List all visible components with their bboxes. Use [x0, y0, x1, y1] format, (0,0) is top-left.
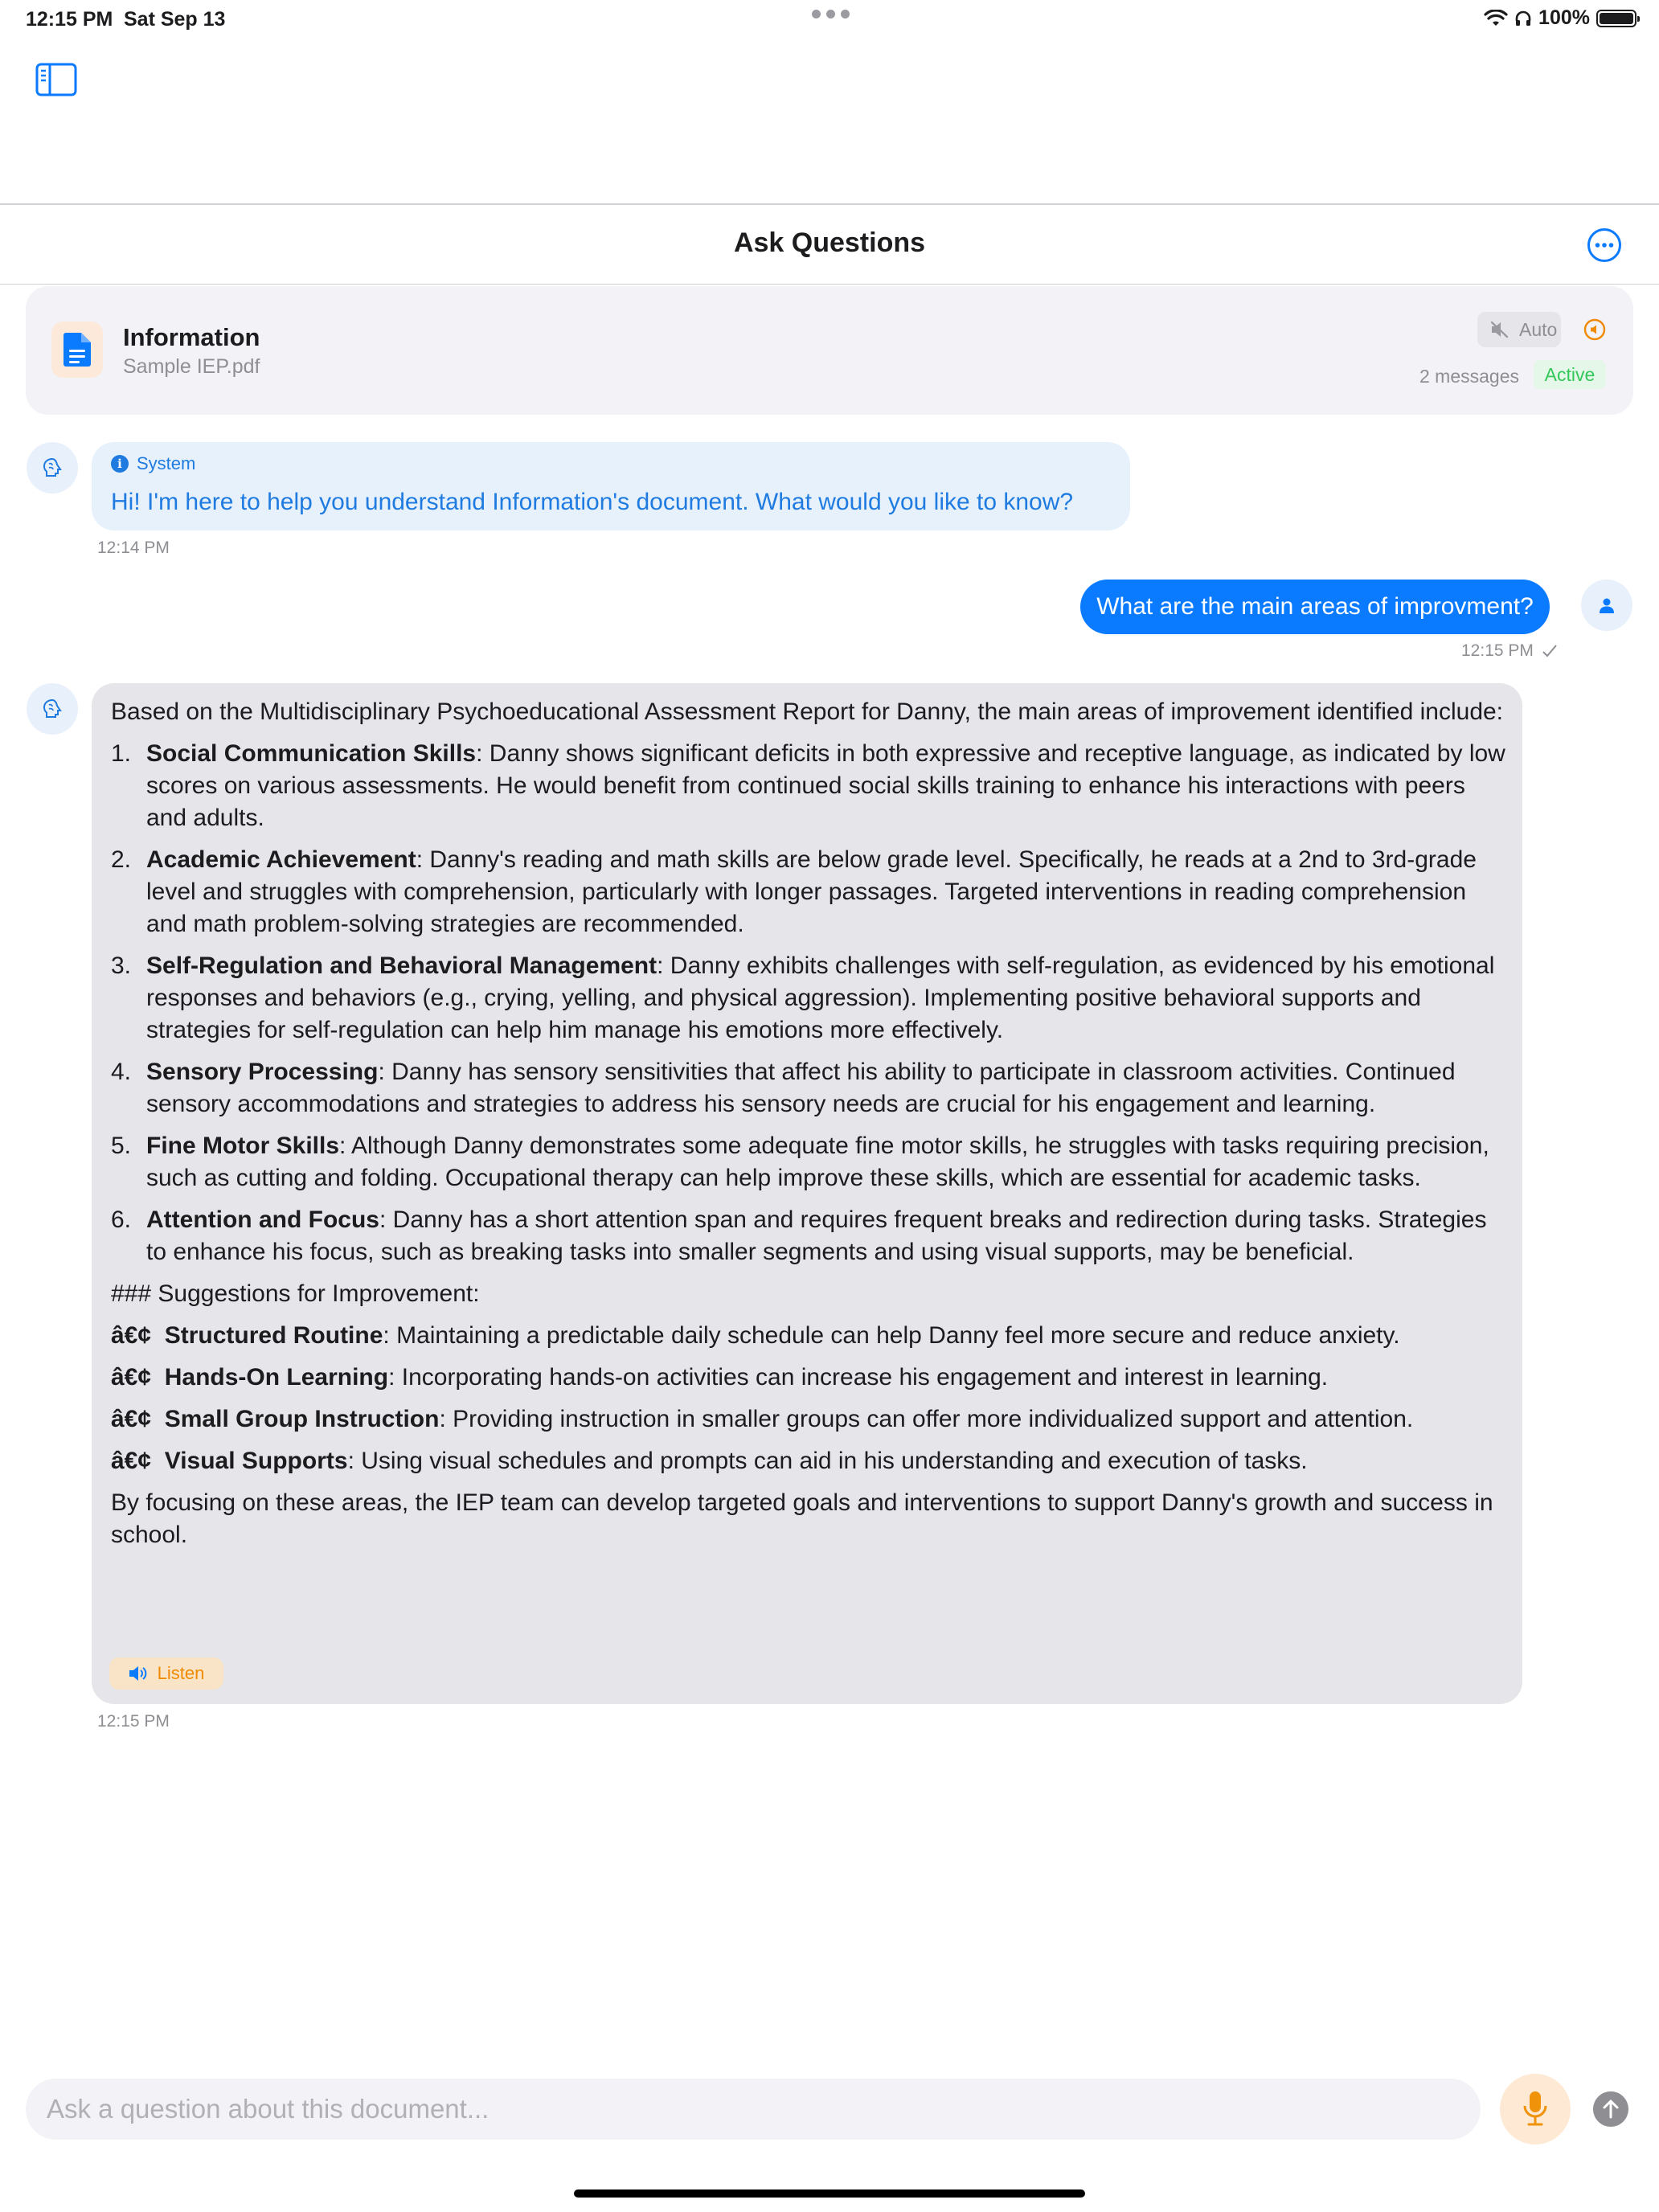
arrow-up-icon — [1601, 2099, 1620, 2120]
status-badge: Active — [1534, 360, 1606, 389]
assistant-avatar — [27, 683, 78, 735]
divider — [0, 284, 1659, 285]
brain-icon — [40, 697, 64, 721]
list-item: 2. Academic Achievement: Danny's reading and math skills are below grade level. Specifically, he reads at a 2nd to 3rd-grade level and struggles with comprehension, particularly with longer passages. Targeted interventions in reading comprehension and math problem-solving strategies are recommended. — [111, 846, 1477, 937]
message-timestamp: 12:14 PM — [97, 539, 170, 557]
person-icon — [1598, 596, 1616, 614]
list-item: 6. Attention and Focus: Danny has a short attention span and requires frequent breaks and redirection during tasks. Strategies to enhance his focus, such as breaking tasks into smaller segments and using visual supports, may be beneficial. — [111, 1206, 1487, 1265]
sidebar-toggle-icon[interactable] — [35, 63, 77, 96]
list-item: 1. Social Communication Skills: Danny shows significant deficits in both expressive and receptive language, as indicated by low scores on various assessments. He would benefit from continued social skills training to enhance his interactions with peers and adults. — [111, 740, 1505, 831]
listen-label: Listen — [157, 1663, 205, 1683]
assistant-intro: Based on the Multidisciplinary Psychoeducational Assessment Report for Danny, the main areas of improvement identified include: — [111, 698, 1504, 725]
auto-label: Auto — [1519, 318, 1558, 340]
assistant-closing: By focusing on these areas, the IEP team can develop targeted goals and interventions to support Danny's growth and success in school. — [111, 1489, 1493, 1548]
speaker-icon[interactable] — [1583, 318, 1606, 341]
user-message-meta — [1461, 641, 1558, 661]
message-timestamp: 12:15 PM — [97, 1712, 170, 1731]
send-button[interactable] — [1593, 2091, 1628, 2127]
document-icon — [51, 322, 103, 378]
suggestion-item: â€¢ Small Group Instruction: Providing instruction in smaller groups can offer more individualized support and attention. — [111, 1406, 1414, 1432]
user-avatar — [1581, 580, 1632, 631]
suggestion-item: â€¢ Hands-On Learning: Incorporating hands-on activities can increase his engagement and interest in learning. — [111, 1364, 1329, 1391]
speaker-wave-icon — [129, 1665, 150, 1682]
suggestions-heading: ### Suggestions for Improvement: — [111, 1280, 480, 1307]
multitasking-dots-icon[interactable] — [812, 10, 850, 19]
improvement-list — [111, 738, 1509, 1268]
battery-icon — [1596, 10, 1636, 27]
assistant-message-content — [111, 696, 1509, 1561]
suggestion-item: â€¢ Visual Supports: Using visual schedules and prompts can aid in his understanding and execution of tasks. — [111, 1448, 1308, 1474]
speaker-muted-icon — [1490, 321, 1509, 338]
user-message-bubble: What are the main areas of improvment? — [1080, 580, 1550, 634]
document-title: Information — [123, 323, 260, 351]
message-count: 2 messages — [1419, 366, 1520, 387]
more-options-icon[interactable] — [1587, 227, 1622, 263]
system-label-text: System — [137, 453, 196, 473]
page-title: Ask Questions — [733, 227, 926, 258]
microphone-button[interactable] — [1500, 2074, 1571, 2144]
listen-button[interactable] — [109, 1657, 223, 1690]
assistant-avatar — [27, 442, 78, 494]
wifi-icon — [1484, 10, 1508, 27]
home-indicator[interactable] — [574, 2189, 1085, 2198]
battery-percent: 100% — [1538, 6, 1590, 29]
system-message-bubble — [92, 442, 1130, 530]
list-item: 5. Fine Motor Skills: Although Danny demonstrates some adequate fine motor skills, he struggles with tasks requiring precision, such as cutting and folding. Occupational therapy can help improve these skills, which are essential for academic tasks. — [111, 1133, 1489, 1191]
microphone-icon — [1522, 2090, 1549, 2128]
message-timestamp: 12:15 PM — [1461, 641, 1534, 660]
brain-icon — [40, 456, 64, 480]
document-info-card — [26, 286, 1633, 415]
suggestion-item: â€¢ Structured Routine: Maintaining a predictable daily schedule can help Danny feel more secure and reduce anxiety. — [111, 1322, 1400, 1349]
divider — [0, 203, 1659, 205]
list-item: 3. Self-Regulation and Behavioral Management: Danny exhibits challenges with self-regulation, as evidenced by his emotional responses and behaviors (e.g., crying, yelling, and physical aggression). Implementing positive behavioral supports and strategies for self-regulation can help him manage his emotions more effectively. — [111, 952, 1495, 1043]
status-date: Sat Sep 13 — [124, 8, 226, 31]
list-item: 4. Sensory Processing: Danny has sensory sensitivities that affect his ability to participate in classroom activities. Continued sensory accommodations and strategies to address his sensory needs are crucial for his engagement and learning. — [111, 1059, 1456, 1117]
headphones-icon — [1514, 10, 1532, 27]
question-input[interactable] — [26, 2079, 1481, 2140]
status-indicators — [1484, 6, 1636, 30]
auto-speak-toggle[interactable] — [1477, 312, 1561, 347]
status-time: 12:15 PM — [26, 8, 113, 31]
document-filename: Sample IEP.pdf — [123, 355, 260, 378]
checkmark-icon — [1542, 644, 1558, 658]
info-icon: i — [111, 455, 129, 473]
system-label — [111, 453, 195, 474]
system-message-text: Hi! I'm here to help you understand Information's document. What would you like to know? — [111, 489, 1074, 515]
